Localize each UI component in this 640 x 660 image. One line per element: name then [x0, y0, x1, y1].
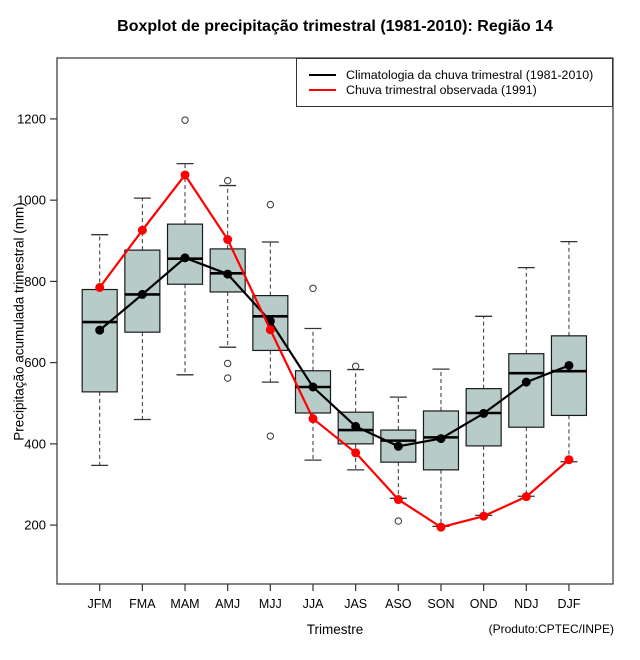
product-note: (Produto:CPTEC/INPE) [488, 622, 614, 636]
x-tick-label-MJJ: MJJ [258, 597, 282, 611]
observed-point-SON [437, 523, 445, 531]
outlier-AMJ-2 [224, 177, 230, 183]
observed-point-NDJ [522, 493, 530, 501]
observed-point-FMA [138, 226, 146, 234]
outlier-AMJ-0 [224, 375, 230, 381]
x-tick-label-MAM: MAM [170, 597, 200, 611]
x-tick-label-JFM: JFM [87, 597, 112, 611]
x-tick-label-JJA: JJA [302, 597, 324, 611]
x-tick-label-JAS: JAS [344, 597, 368, 611]
climatology-point-MAM [181, 254, 189, 262]
x-tick-label-DJF: DJF [557, 597, 581, 611]
climatology-line-sample [309, 74, 336, 76]
climatology-point-JAS [352, 422, 360, 430]
legend-entry-climatology [297, 67, 612, 82]
x-tick-label-FMA: FMA [129, 597, 156, 611]
observed-point-OND [480, 512, 488, 520]
observed-point-ASO [394, 496, 402, 504]
outlier-AMJ-1 [224, 360, 230, 366]
x-tick-label-AMJ: AMJ [215, 597, 241, 611]
y-tick-label: 200 [24, 517, 46, 533]
outlier-ASO-0 [395, 518, 401, 524]
observed-point-JJA [309, 415, 317, 423]
box-DJF [551, 336, 586, 416]
climatology-point-AMJ [224, 270, 232, 278]
observed-point-MAM [181, 171, 189, 179]
legend-box [296, 58, 613, 107]
x-tick-label-ASO: ASO [385, 597, 412, 611]
x-axis-label: Trimestre [306, 622, 364, 637]
outlier-MJJ-0 [267, 433, 273, 439]
legend-entry-observed [297, 82, 612, 97]
y-tick-label: 600 [24, 355, 46, 371]
observed-point-MJJ [266, 326, 274, 334]
box-JFM [82, 290, 117, 392]
y-tick-label: 1200 [17, 111, 46, 127]
x-tick-label-NDJ: NDJ [514, 597, 539, 611]
climatology-point-OND [480, 409, 488, 417]
observed-point-JAS [352, 449, 360, 457]
climatology-point-SON [437, 435, 445, 443]
y-tick-label: 800 [24, 273, 46, 289]
observed-point-AMJ [224, 236, 232, 244]
outlier-JAS-0 [352, 363, 358, 369]
observed-point-JFM [96, 283, 104, 291]
climatology-point-DJF [565, 361, 573, 369]
outlier-MAM-0 [182, 117, 188, 123]
legend-label-climatology: Climatologia da chuva trimestral (1981-2010) [346, 67, 594, 82]
y-tick-label: 400 [24, 436, 46, 452]
climatology-point-JFM [96, 326, 104, 334]
y-axis-label: Precipitação acumulada trimestral (mm) [11, 202, 27, 441]
climatology-point-JJA [309, 383, 317, 391]
x-tick-label-SON: SON [427, 597, 455, 611]
climatology-point-ASO [394, 442, 402, 450]
legend-label-observed: Chuva trimestral observada (1991) [346, 82, 537, 97]
observed-line-sample [309, 89, 336, 91]
outlier-JJA-0 [310, 285, 316, 291]
observed-point-DJF [565, 456, 573, 464]
climatology-point-FMA [138, 290, 146, 298]
y-tick-label: 1000 [17, 192, 46, 208]
chart-title: Boxplot de precipitação trimestral (1981-2010): Região 14 [117, 18, 553, 35]
outlier-MJJ-1 [267, 201, 273, 207]
climatology-point-NDJ [522, 378, 530, 386]
x-tick-label-OND: OND [469, 597, 498, 611]
